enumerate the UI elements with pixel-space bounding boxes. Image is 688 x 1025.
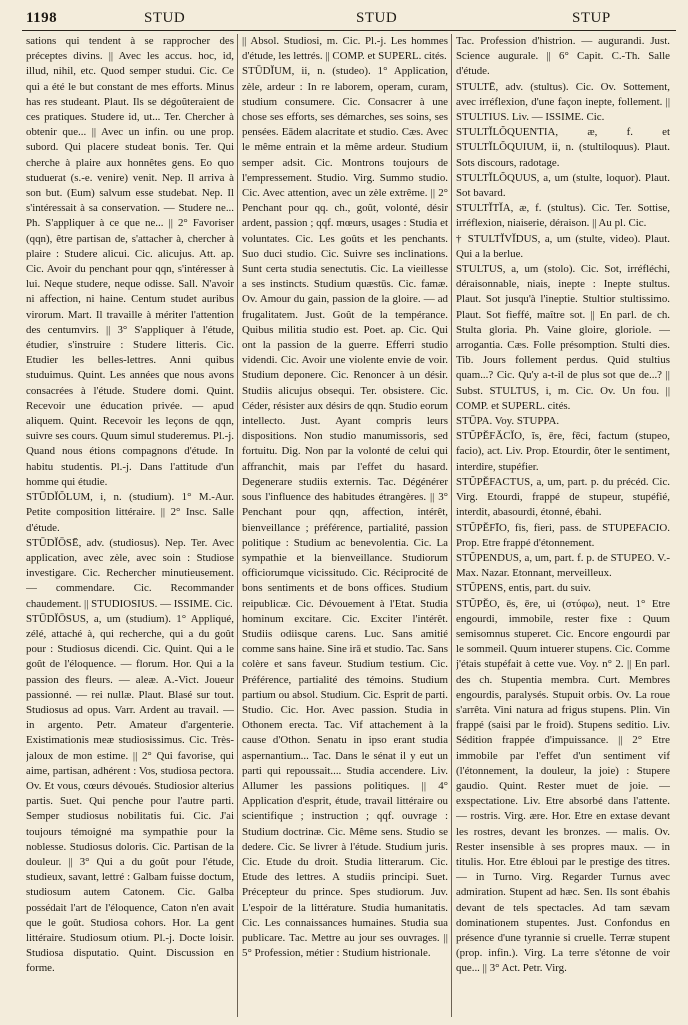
column-center bbox=[242, 34, 448, 1019]
column-left bbox=[26, 34, 234, 1019]
entry-paragraph: sations qui tendent à se rapprocher des préceptes divins. || Avec les accus. hoc, id, illud, nihil, etc. Quod semper studui. Cic. Ce qui a été le but constant de mes efforts. Minus has res studeant. Plaut. Ils se dégoûteraient de ces pratiques. Studere id, ut... Ter. Chercher à obtenir que... || Avec un infin. ou une prop. subord. Qui placere studeat bonis. Ter. Qui cherche à plaire aux honnêtes gens. Eo quo studuerat (s.-e. venire) venit. Nep. Il arriva à son but. (Eum) salvum esse studebat. Nep. Il s'intéressait à sa conservation. — Studere ne... Ph. S'appliquer à ce que ne... || 2° Favoriser (qqn), être partisan de, s'attacher à, chercher à plaire : Studere alicui. Cic. alicujus. Att. ap. Cic. Avoir du penchant pour qqn, s'intéresser à lui. Neque studere, neque odisse. Sall. N'avoir ni affection, ni haine. Centum studet auribus virorum. Mart. Il travaille à mériter l'attention des centumvirs. || 3° S'appliquer à l'étude, étudier, s'instruire : Studere litteris. Cic. Etudier les belles-lettres. Anni quibus studuimus. Quint. Les années que nous avons consacrées à l'étude. Studere domi. Quint. Recevoir une éducation privée. — apud aliquem. Quint. Recevoir les leçons de qqn, suivre ses cours. Quum simul studeremus. Pl.-j. Quand nous étions compagnons d'étude. In habitu studentis. Pl.-j. Dans l'attitude d'un homme qui étudie. bbox=[26, 35, 234, 488]
entry-paragraph: STŪPA. Voy. STUPPA. bbox=[456, 415, 560, 428]
entry-paragraph: STULTUS, a, um (stolo). Cic. Sot, irréfléchi, déraisonnable, niais, inepte : Inepte stultus. Plaut. Sot jusqu'à l'ineptie. Stultior stultissimo. Plaut. Sot fieffé, maître sot. || En parl. de ch. Stulta gloria. Ph. Vaine gloire, gloriole. — arrogantia. Cæs. Folle présomption. Stulti dies. Tib. Jours follement perdus. Quid stultius quam...? Cic. Qu'y a-t-il de plus sot que de...? || Subst. STULTUS, i, m. Cic. Ov. Un fou. || COMP. et SUPERL. cités. bbox=[456, 263, 670, 412]
right-column-heading: STUP bbox=[572, 10, 611, 26]
running-header bbox=[24, 10, 674, 32]
entry-paragraph: STŪDĬŎLUM, i, n. (studium). 1° M.-Aur. Petite composition littéraire. || 2° Insc. Salle d'étude. bbox=[26, 491, 234, 534]
column-right bbox=[456, 34, 670, 1019]
entry-paragraph: STŪDĬŌSUS, a, um (studium). 1° Appliqué, zélé, attaché à, qui recherche, qui a du goût pour : Studiosus dicendi. Cic. Quint. Qui a le goût de l'éloquence. — florum. Hor. Qui a la passion des fleurs. — aleæ. A.-Vict. Joueur passionné. — rei nullæ. Plaut. Blasé sur tout. Studiosus ad opus. Varr. Ardent au travail. — in argento. Petr. Amateur d'argenterie. Existimationis meæ studiosissimus. Cic. Très-jaloux de mon estime. || 2° Qui favorise, qui aime, partisan, adhérent : Vos, studiosa pectora. Ov. Et vous, cœurs dévoués. Studiosior alterius partis. Suet. Qui penche pour l'autre parti. Semper studiosus nobilitatis fui. Cic. J'ai toujours témoigné ma sympathie pour la noblesse. Studiosus doloris. Cic. Partisan de la douleur. || 3° Qui a du goût pour l'étude, studieux, savant, lettré : Galbam fuisse doctum, studiosum autem Catonem. Cic. Galba possédait l'art de l'éloquence, Caton n'en avait que le goût. Studiosa cohors. Hor. La gent littéraire. Studiosum otium. Pl.-j. Docte loisir. Studiosa disputatio. Quint. Discussion en forme. bbox=[26, 612, 234, 975]
center-column-heading: STUD bbox=[356, 10, 398, 26]
entry-paragraph: STŬPĔFĂCĬO, ĭs, ēre, fēci, factum (stupeo, facio), act. Liv. Prop. Etourdir, ôter le sentiment, interdire, stupéfier. bbox=[456, 430, 670, 473]
entry-paragraph: STULTĬLŎQUENTIA, æ, f. et STULTĬLŎQUIUM, ii, n. (stultiloquus). Plaut. Sots discours, radotage. bbox=[456, 126, 670, 169]
column-divider-2 bbox=[451, 34, 452, 1017]
header-rule bbox=[22, 30, 676, 31]
entry-paragraph: STŪDĬUM, ii, n. (studeo). 1° Application, zèle, ardeur : In re laborem, operam, curam, studium consumere. Cic. Consacrer à une chose ses efforts, ses démarches, ses soins, ses pensées. Eādem alacritate et studio. Cæs. Avec le même entrain et la même ardeur. Studium semper adsit. Cic. Montrons toujours de l'empressement. Studio. Virg. Summo studio. Cic. Avec attention, avec un zèle extrême. || 2° Penchant pour qq. ch., goût, volonté, désir ardent, passion ; qqf. mœurs, usages : Studia et voluntates. Cic. Les goûts et les penchants. Suo duci studio. Cic. Suivre ses inclinations. Sunt certa studia senectutis. Cic. La vieillesse a ses instincts. Studium quæstūs. Cic. famæ. Ov. Amour du gain, passion de la gloire. — ad frugalitatem. Just. Goût de la tempérance. Quibus militia studio est. Poet. ap. Cic. Qui ont la passion de la guerre. Efferri studio videndi. Cic. Avoir une violente envie de voir. Studium deponere. Cic. Renoncer à un désir. Studiis alicujus obsequi. Ter. obsistere. Cic. Céder, résister aux désirs de qqn. Studio eorum intellecto. Just. Ayant compris leurs dispositions. Non studio manumissoris, sed fortuitu. Dig. Non par la volonté de celui qui affranchit, mais par l'effet du hasard. Degenerare studiis externis. Tac. Dégénérer sous l'influence des habitudes étrangères. || 3° Penchant pour qqn, affection, intérêt, bienveillance ; préférence, partialité, passion politique : Studium ac benevolentia. Cic. La sympathie et la bienveillance. Studiorum officiorumque vicissitudo. Cic. Réciprocité de bons sentiments et de bons offices. Studium reipublicæ. Cic. Dévouement à l'Etat. Studia hominum excitare. Cic. Exciter l'intérêt. Studiis odiisque carens. Luc. Sans amitié comme sans haine. Sine irā et studio. Tac. Sans colère et sans faveur. Studium testium. Cic. Préférence, partialité des témoins. Studium partium ou absol. Studium. Cic. Esprit de parti. Studio. Cic. Hor. Avec passion. Studia in Othonem erecta. Tac. Vif attachement à la cause d'Othon. Senatu in ipso erant studia aspernantium... Tac. Dans le sénat il y eut un parti qui repoussait.... Studia accendere. Liv. Allumer les passions politiques. || 4° Application d'esprit, étude, travail littéraire ou scientifique ; instruction ; qqf. ouvrage : Studium doctrinæ. Cic. Même sens. Studio se dedere. Cic. Se livrer à l'étude. Studium juris. Cic. Etude du droit. Studia litterarum. Cic. Etude des lettres. A studiis principi. Suet. Précepteur du prince. Spes studiorum. Juv. L'espoir de la littérature. Studia humanitatis. Cic. Les connaissances humaines. Studia sua publicare. Tac. Mettre au jour ses ouvrages. || 5° Profession, métier : Studium histrionale. bbox=[242, 65, 448, 960]
entry-paragraph: STULTĬLŎQUUS, a, um (stulte, loquor). Plaut. Sot bavard. bbox=[456, 171, 670, 200]
entry-paragraph: STULTĒ, adv. (stultus). Cic. Ov. Sottement, avec irréflexion, d'une façon inepte, follement. || STULTIUS. Liv. — ISSIME. Cic. bbox=[456, 80, 670, 124]
column-divider-1 bbox=[237, 34, 238, 1017]
entry-paragraph: † STULTĬVĬDUS, a, um (stulte, video). Plaut. Qui a la berlue. bbox=[456, 232, 670, 260]
entry-paragraph: || Absol. Studiosi, m. Cic. Pl.-j. Les hommes d'étude, les lettrés. || COMP. et SUPERL. cités. bbox=[242, 35, 448, 63]
entry-paragraph: STŬPĔFĪO, fis, fieri, pass. de STUPEFACIO. Prop. Etre frappé d'étonnement. bbox=[456, 521, 670, 549]
entry-paragraph: STŬPĔO, ēs, ēre, ui (στύφω), neut. 1° Etre engourdi, immobile, rester fixe : Quum semisomnus stuperet. Cic. Encore engourdi par le sommeil. Quum intuerer stupens. Cic. Comme j'étais stupéfait à cette vue. Voy. n° 2. || En parl. des ch. Stupentia membra. Curt. Membres engourdis, paralysés. Stupuit orbis. Ov. La roue s'arrêta. Vini natura ad frigus stupens. Plin. Vin frappé (saisi par le froid). Stupens seditio. Liv. Sédition frappée d'impuissance. || 2° Etre immobile par l'effet d'un sentiment vif (l'étonnement, la douleur, la joie) : Stupere gaudio. Quint. Rester muet de joie. — exspectatione. Liv. Etre absorbé dans l'attente. — rostris. Virg. ære. Hor. Etre en extase devant les rostres, devant les bronzes. — malis. Ov. Rester insensible à ses propres maux. — in titulis. Hor. Etre ébloui par le prestige des titres. — in Turno. Virg. Regarder Turnus avec admiration. Stupent ad hæc. Sen. Ils sont ébahis devant de tels spectacles. Ad tam sævam dominationem stupentes. Just. Confondus en présence d'une tyrannie si cruelle. Terræ stupent (prop. infin.). Virg. La terre s'étonne de voir que... || 3° Act. Petr. Virg. bbox=[456, 597, 670, 975]
entry-paragraph: STŬPENS, entis, part. du suiv. bbox=[456, 582, 591, 595]
entry-paragraph: Tac. Profession d'histrion. — augurandi. Just. Science augurale. || 6° Capit. C.-Th. Salle d'étude. bbox=[456, 35, 670, 78]
left-column-heading: STUD bbox=[144, 10, 186, 26]
page-number: 1198 bbox=[26, 10, 58, 26]
entry-paragraph: STŬPĔFACTUS, a, um, part. p. du précéd. Cic. Virg. Etourdi, frappé de stupeur, stupéfié, interdit, abasourdi, étonné, ébahi. bbox=[456, 475, 670, 519]
entry-paragraph: STŬPENDUS, a, um, part. f. p. de STUPEO. V.-Max. Nazar. Etonnant, merveilleux. bbox=[456, 551, 670, 580]
entry-paragraph: STŪDĬŌSĒ, adv. (studiosus). Nep. Ter. Avec application, avec zèle, avec soin : Studiose investigare. Cic. Rechercher minutieusement. — commendare. Cic. Recommander chaudement. || STUDIOSIUS. — ISSIME. Cic. bbox=[26, 536, 234, 610]
entry-paragraph: STULTĬTĬA, æ, f. (stultus). Cic. Ter. Sottise, irréflexion, niaiserie, déraison. || Au pl. Cic. bbox=[456, 202, 670, 230]
